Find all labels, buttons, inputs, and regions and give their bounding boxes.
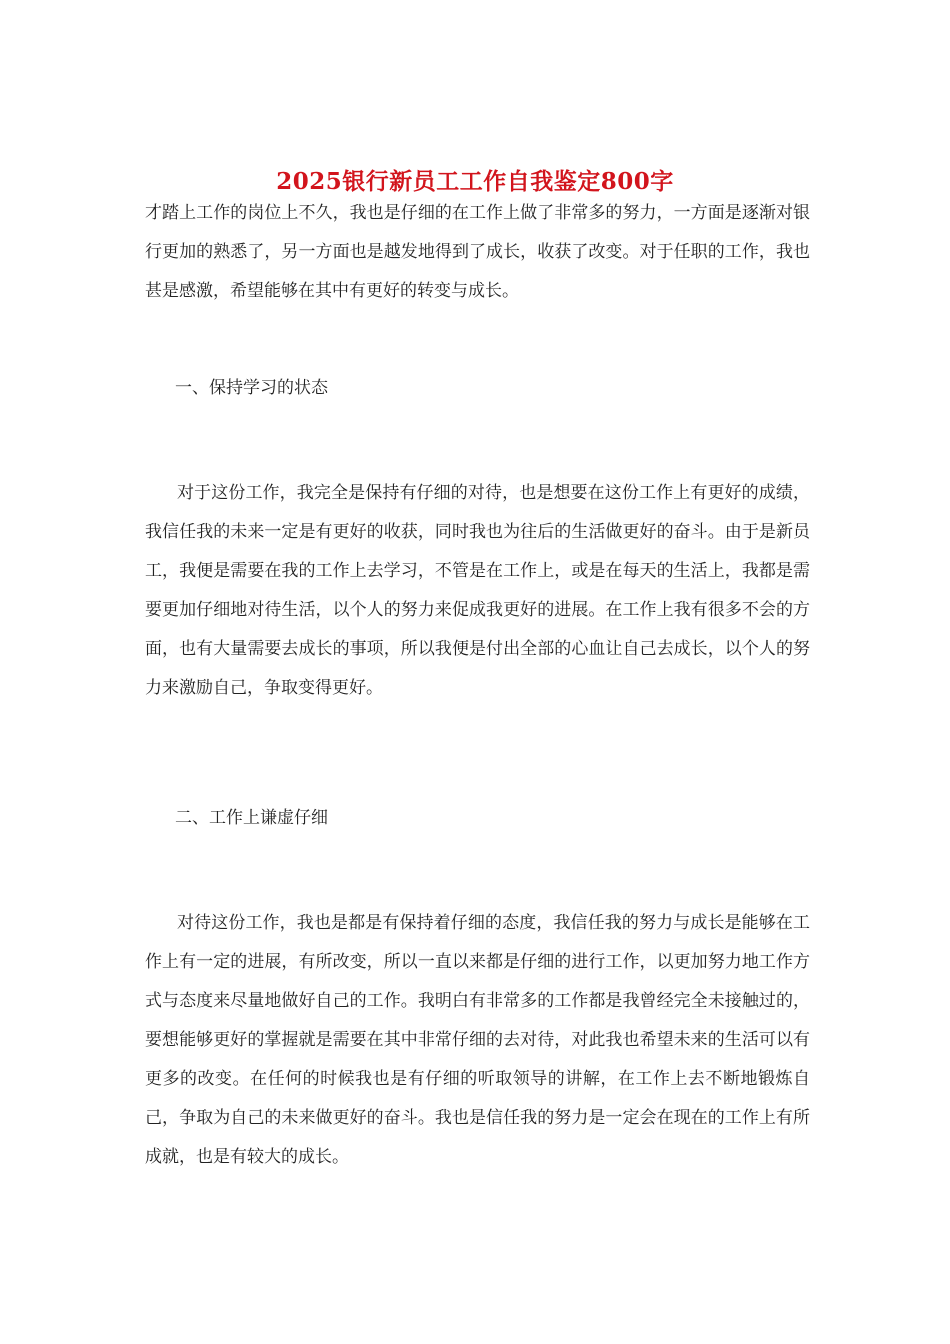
section-body-humble: 对待这份工作，我也是都是有保持着仔细的态度，我信任我的努力与成长是能够在工作上有一定的进展，有所改变，所以一直以来都是仔细的进行工作，以更加努力地工作方式与态度来尽量地做好自己的工作。我明白有非常多的工作都是我曾经完全未接触过的，要想能够更好的掌握就是需要在其中非常仔细的去对待，对此我也希望未来的生活可以有更多的改变。在任何的时候我也是有仔细的听取领导的讲解，在工作上去不断地锻炼自己，争取为自己的未来做更好的奋斗。我也是信任我的努力是一定会在现在的工作上有所成就，也是有较大的成长。 [145,913,810,1167]
section-heading-learning: 一、保持学习的状态 [175,378,328,398]
document-title: 2025银行新员工工作自我鉴定800字 [276,168,674,196]
intro-paragraph: 才踏上工作的岗位上不久，我也是仔细的在工作上做了非常多的努力，一方面是逐渐对银行更加的熟悉了，另一方面也是越发地得到了成长，收获了改变。对于任职的工作，我也甚是感激，希望能够在其中有更好的转变与成长。 [145,203,810,301]
section-body-learning: 对于这份工作，我完全是保持有仔细的对待，也是想要在这份工作上有更好的成绩，我信任我的未来一定是有更好的收获，同时我也为往后的生活做更好的奋斗。由于是新员工，我便是需要在我的工作上去学习，不管是在工作上，或是在每天的生活上，我都是需要更加仔细地对待生活，以个人的努力来促成我更好的进展。在工作上我有很多不会的方面，也有大量需要去成长的事项，所以我便是付出全部的心血让自己去成长，以个人的努力来激励自己，争取变得更好。 [145,483,810,698]
section-heading-humble: 二、工作上谦虚仔细 [175,808,328,828]
